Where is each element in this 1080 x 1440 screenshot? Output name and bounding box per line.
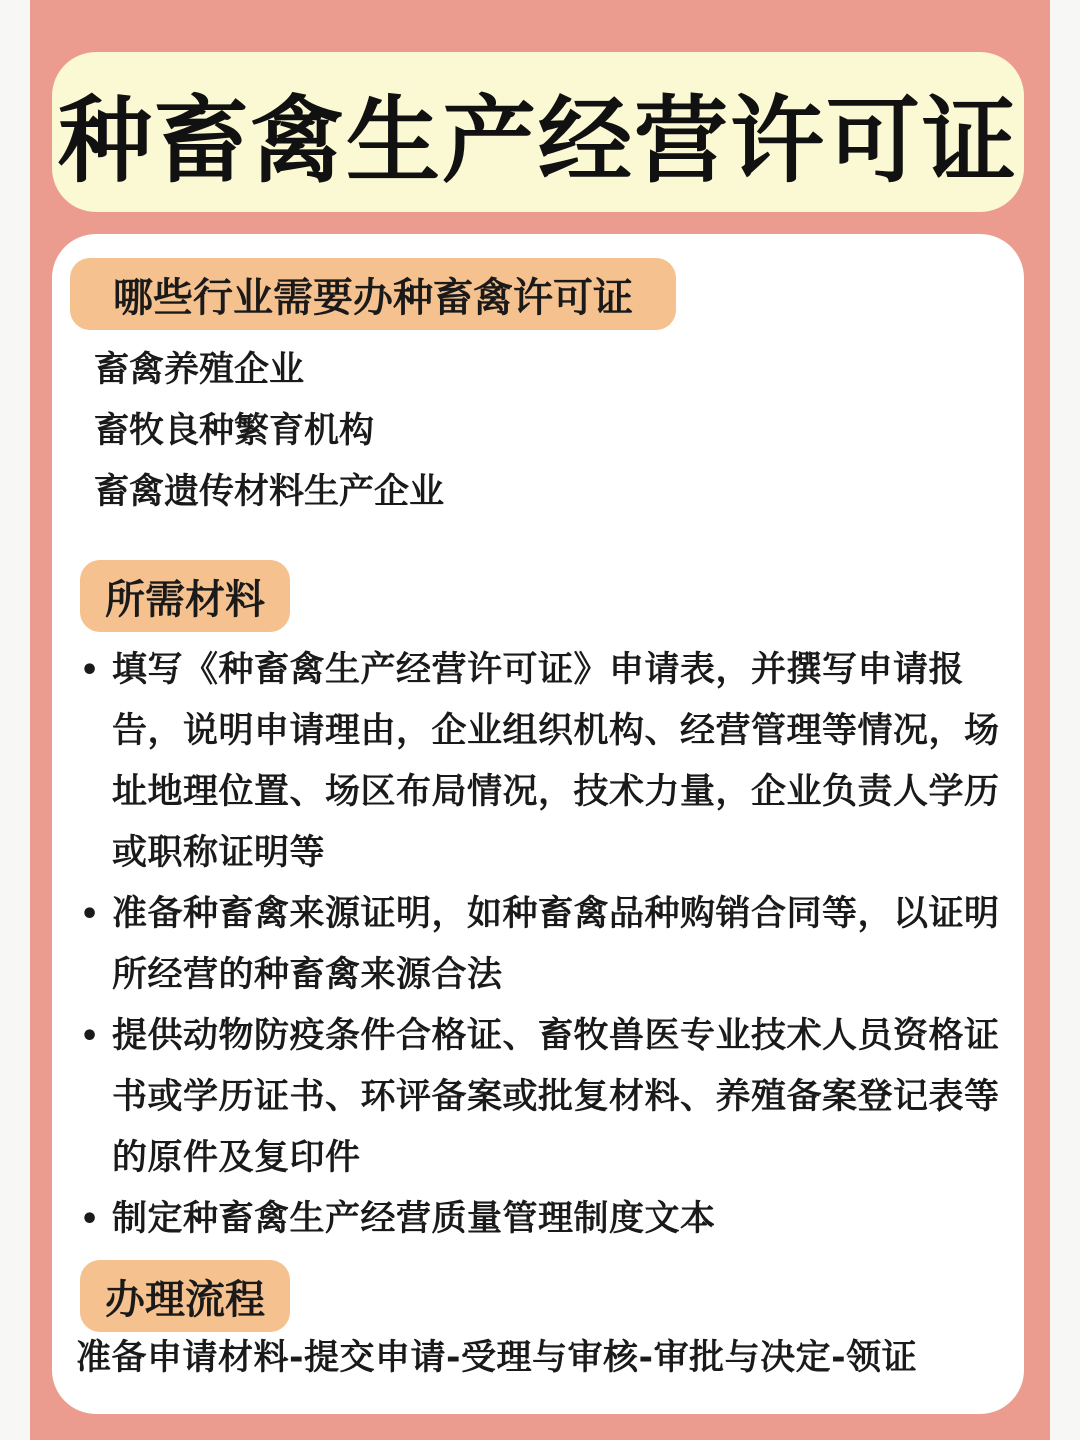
process-heading: 办理流程 — [80, 1260, 290, 1332]
content-card — [52, 234, 1024, 1414]
bullet-icon: • — [80, 653, 100, 688]
page-title: 种畜禽生产经营许可证 — [57, 86, 1018, 196]
material-text-1: 填写《种畜禽生产经营许可证》申请表，并撰写申请报告，说明申请理由，企业组织机构、经营管理等情况，场址地理位置、场区布局情况，技术力量，企业负责人学历或职称证明等 — [112, 650, 1000, 873]
material-text-2: 准备种畜禽来源证明，如种畜禽品种购销合同等，以证明所经营的种畜禽来源合法 — [112, 894, 1000, 995]
industries-heading: 哪些行业需要办种畜禽许可证 — [70, 258, 676, 330]
industry-item-3: 畜禽遗传材料生产企业 — [94, 472, 445, 512]
material-item-4 — [80, 1189, 1000, 1250]
bullet-icon: • — [80, 1019, 100, 1054]
process-steps: 准备申请材料-提交申请-受理与审核-审批与决定-领证 — [76, 1338, 918, 1378]
material-item-3 — [80, 1006, 1000, 1189]
materials-list — [80, 640, 1000, 1250]
bullet-icon: • — [80, 897, 100, 932]
material-text-4: 制定种畜禽生产经营质量管理制度文本 — [112, 1199, 716, 1239]
industries-list — [94, 340, 444, 523]
bullet-icon: • — [80, 1202, 100, 1237]
material-item-2 — [80, 884, 1000, 1006]
industry-item-1: 畜禽养殖企业 — [94, 350, 305, 390]
title-banner — [52, 52, 1024, 212]
materials-heading: 所需材料 — [80, 560, 290, 632]
material-text-3: 提供动物防疫条件合格证、畜牧兽医专业技术人员资格证书或学历证书、环评备案或批复材料、养殖备案登记表等的原件及复印件 — [112, 1016, 1000, 1178]
industry-item-2: 畜牧良种繁育机构 — [94, 411, 375, 451]
material-item-1 — [80, 640, 1000, 884]
